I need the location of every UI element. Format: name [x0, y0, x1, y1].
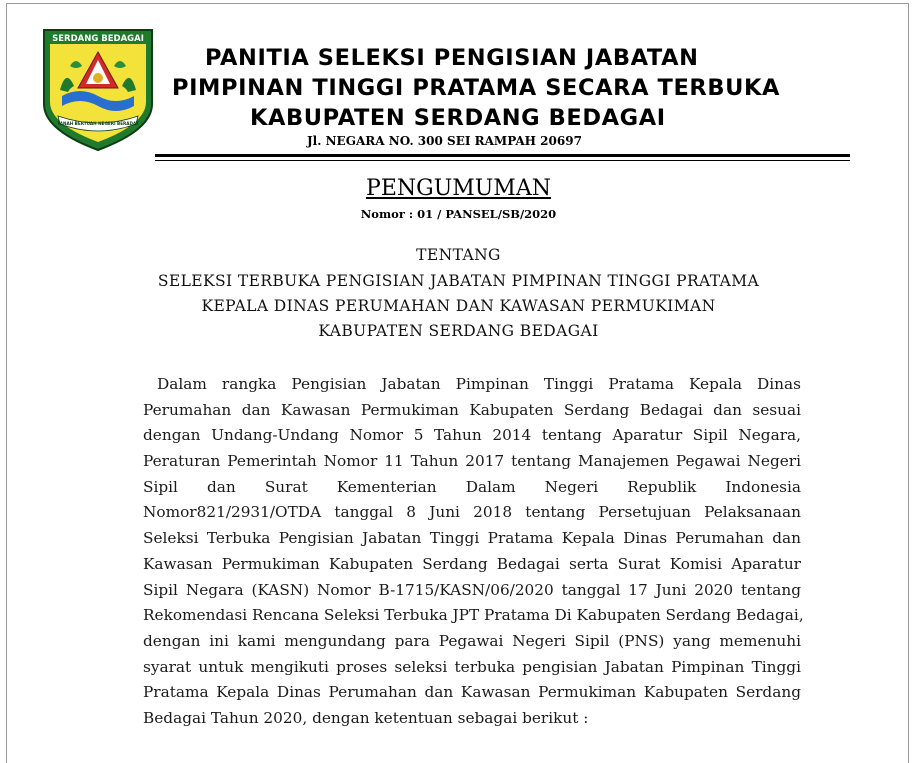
body-line: Pratama Kepala Dinas Perumahan dan Kawasan Permukiman Kabupaten Serdang: [143, 683, 801, 702]
subject-line: TENTANG: [416, 246, 501, 264]
emblem-top-text: SERDANG BEDAGAI: [52, 34, 144, 44]
announcement-title-text: PENGUMUMAN: [366, 176, 551, 201]
header-line-3: KABUPATEN SERDANG BEDAGAI: [250, 105, 666, 131]
body-line: Bedagai Tahun 2020, dengan ketentuan sebagai berikut :: [143, 708, 589, 727]
letterhead-rule-thin: [155, 160, 850, 161]
announcement-number: Nomor : 01 / PANSEL/SB/2020: [360, 207, 557, 221]
subject-line: SELEKSI TERBUKA PENGISIAN JABATAN PIMPINAN TINGGI PRATAMA: [157, 272, 760, 290]
body-line: Kawasan Permukiman Kabupaten Serdang Bedagai serta Surat Komisi Aparatur: [143, 554, 801, 573]
body-paragraph: [143, 372, 804, 732]
header-line-2: PIMPINAN TINGGI PRATAMA SECARA TERBUKA: [172, 75, 781, 101]
subject-line: KABUPATEN SERDANG BEDAGAI: [318, 322, 599, 340]
body-line: Sipil Negara (KASN) Nomor B-1715/KASN/06/2020 tanggal 17 Juni 2020 tentang: [143, 580, 801, 599]
body-line: dengan ini kami mengundang para Pegawai Negeri Sipil (PNS) yang memenuhi: [143, 631, 801, 650]
body-line: dengan Undang-Undang Nomor 5 Tahun 2014 tentang Aparatur Sipil Negara,: [143, 426, 801, 445]
body-line: syarat untuk mengikuti proses seleksi terbuka pengisian Jabatan Pimpinan Tinggi: [143, 657, 801, 676]
emblem-ribbon-text: TANAH BERTUAH NEGERI BERADAT: [57, 121, 139, 126]
body-line: Rekomendasi Rencana Seleksi Terbuka JPT Pratama Di Kabupaten Serdang Bedagai,: [143, 606, 804, 625]
body-line: Sipil dan Surat Kementerian Dalam Negeri Republik Indonesia: [143, 477, 801, 496]
body-line: Nomor821/2931/OTDA tanggal 8 Juni 2018 tentang Persetujuan Pelaksanaan: [143, 503, 801, 522]
letterhead-rule-thick: [155, 154, 850, 157]
body-line: Peraturan Pemerintah Nomor 11 Tahun 2017 tentang Manajemen Pegawai Negeri: [143, 452, 801, 471]
serdang-bedagai-emblem: [40, 26, 156, 154]
body-line: Perumahan dan Kawasan Permukiman Kabupaten Serdang Bedagai dan sesuai: [143, 400, 801, 419]
header-line-1: PANITIA SELEKSI PENGISIAN JABATAN: [205, 45, 699, 71]
body-line: Dalam rangka Pengisian Jabatan Pimpinan Tinggi Pratama Kepala Dinas: [157, 375, 801, 393]
subject-line: KEPALA DINAS PERUMAHAN DAN KAWASAN PERMUKIMAN: [201, 297, 716, 315]
announcement-title: [0, 176, 917, 201]
body-line: Seleksi Terbuka Pengisian Jabatan Tinggi Pratama Kepala Dinas Perumahan dan: [143, 529, 801, 548]
address: Jl. NEGARA NO. 300 SEI RAMPAH 20697: [307, 134, 582, 148]
